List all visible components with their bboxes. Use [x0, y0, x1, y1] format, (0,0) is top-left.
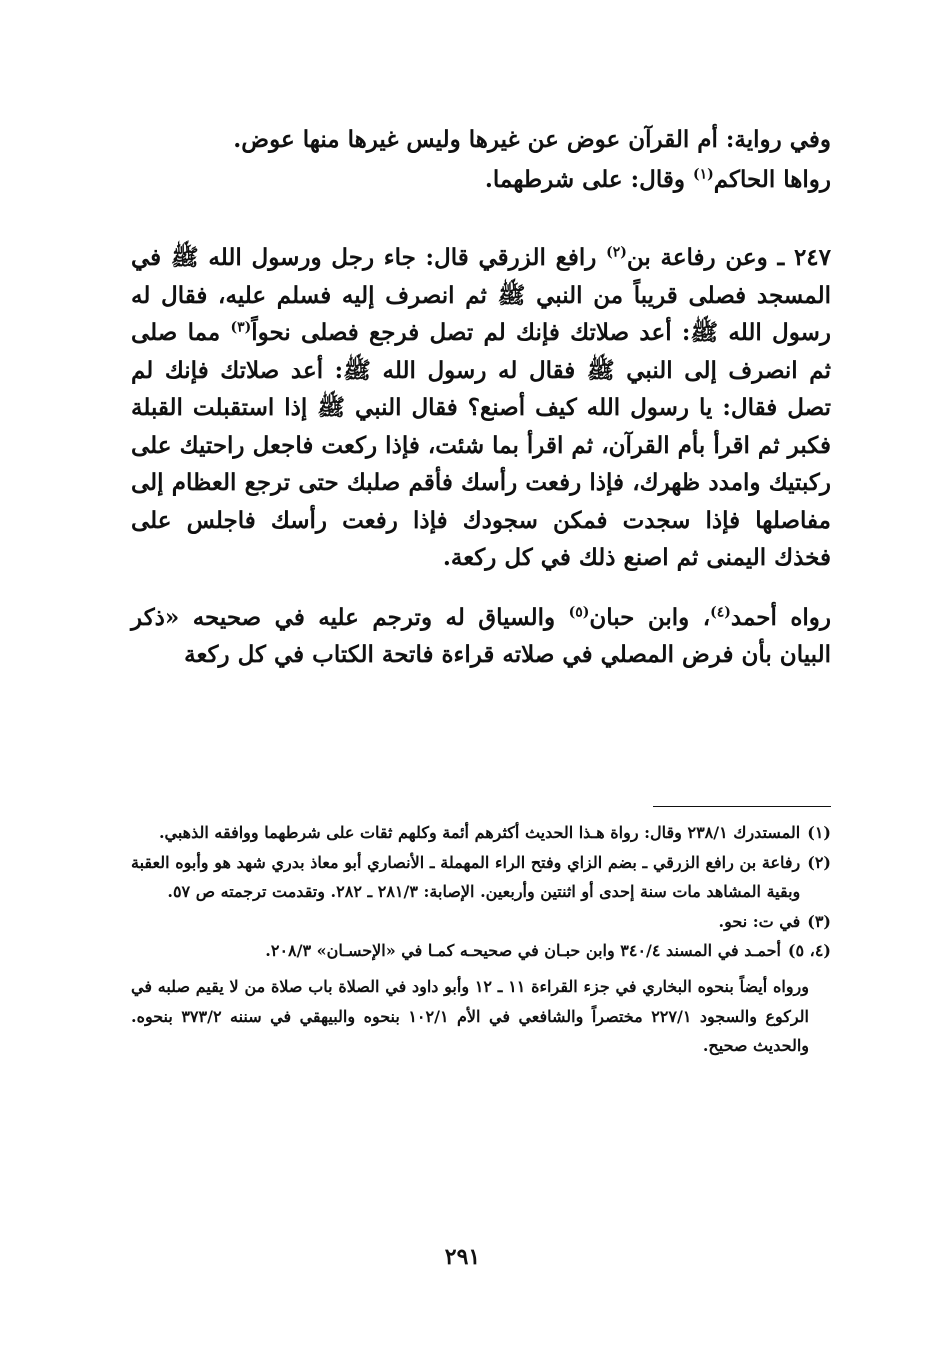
footnote-number: (٢): [807, 852, 831, 872]
main-text: [131, 122, 831, 674]
footnote-continuation: ورواه أيضاً بنحوه البخاري في جزء القراءة ١١ ـ ١٢ وأبو داود في الصلاة باب صلاة من لا يقيم صلبه في الركوع والسجود ٢٢٧/١ مختصراً والشافعي في الأم ١٠٢/١ بنحوه والبيهقي في سننه ٣٧٣/٢ بنحوه. والحديث صحيح.: [131, 976, 810, 1056]
footnote-text: في ت: نحو.: [718, 911, 801, 931]
footnote-divider: [653, 806, 831, 807]
footnote-number: (١): [807, 823, 831, 842]
footnote-3: [131, 907, 831, 937]
footnotes: [131, 818, 831, 1061]
hadith-247: ٢٤٧ ـ وعن رفاعة بن$^{(٢)}$ رافع الزرقي قال: جاء رجل ورسول الله ﷺ في المسجد فصلى قريباً من النبي ﷺ ثم انصرف إليه فسلم عليه، فقال له رسول الله ﷺ: أعد صلاتك فإنك لم تصل فرجع فصلى نحواً$^{(٣)}$ مما صلى ثم انصرف إلى النبي ﷺ فقال له رسول الله ﷺ: أعد صلاتك فإنك لم تصل فقال: يا رسول الله كيف أصنع؟ فقال النبي ﷺ إذا استقبلت القبلة فكبر ثم اقرأ بأم القرآن، ثم اقرأ بما شئت، فإذا ركعت فاجعل راحتيك على ركبتيك وامدد ظهرك، فإذا رفعت رأسك فأقم صلبك حتى ترجع العظام إلى مفاصلها فإذا سجدت فمكن سجودك فإذا رفعت رأسك فاجلس على فخذك اليمنى ثم اصنع ذلك في كل ركعة.: [131, 244, 831, 572]
footnote-text: أحمـد في المسند ٣٤٠/٤ وابن حبـان في صحيحـه كمـا في «الإحسـان» ٢٠٨/٣.: [265, 941, 781, 961]
footnote-ref-5[interactable]: (٥): [568, 603, 590, 620]
footnote-ref-4[interactable]: (٤): [710, 603, 731, 620]
footnote-ref-2[interactable]: (٢): [606, 244, 627, 261]
footnote-ref-3[interactable]: (٣): [230, 319, 252, 336]
footnote-text: رفاعة بن رافع الزرقي ـ بضم الزاي وفتح الراء المهملة ـ الأنصاري أبو معاذ بدري شهد هو وأبوه العقبة وبقية المشاهد مات سنة إحدى أو اثنتين وأربعين. الإصابة: ٢٨١/٣ ـ ٢٨٢. وتقدمت ترجمته ص ٥٧.: [131, 852, 801, 902]
hadith-source: رواه أحمد$^{(٤)}$، وابن حبان$^{(٥)}$ والسياق له وترجم عليه في صحيحه «ذكر البيان بأن فرض المصلي في صلاته قراءة فاتحة الكتاب في كل ركعة: [131, 603, 832, 669]
footnote-text: المستدرك ٢٣٨/١ وقال: رواة هـذا الحديث أكثرهم أئمة وكلهم ثقات على شرطهما ووافقه الذهبي.: [158, 823, 801, 842]
footnote-ref-1[interactable]: (١): [692, 165, 714, 182]
footnote-4-5: [131, 936, 831, 966]
footnote-1: [131, 818, 831, 848]
footnote-number: (٣): [807, 911, 831, 931]
intro-line: وفي رواية: أم القرآن عوض عن غيرها وليس غيرها منها عوض.: [233, 126, 831, 153]
hakim-attribution: رواها الحاكم$^{(١)}$ وقال: على شرطهما.: [484, 165, 831, 193]
footnote-2: [131, 848, 831, 907]
page-number: ٢٩١: [444, 1244, 481, 1270]
footnote-number: (٤، ٥): [787, 941, 831, 961]
